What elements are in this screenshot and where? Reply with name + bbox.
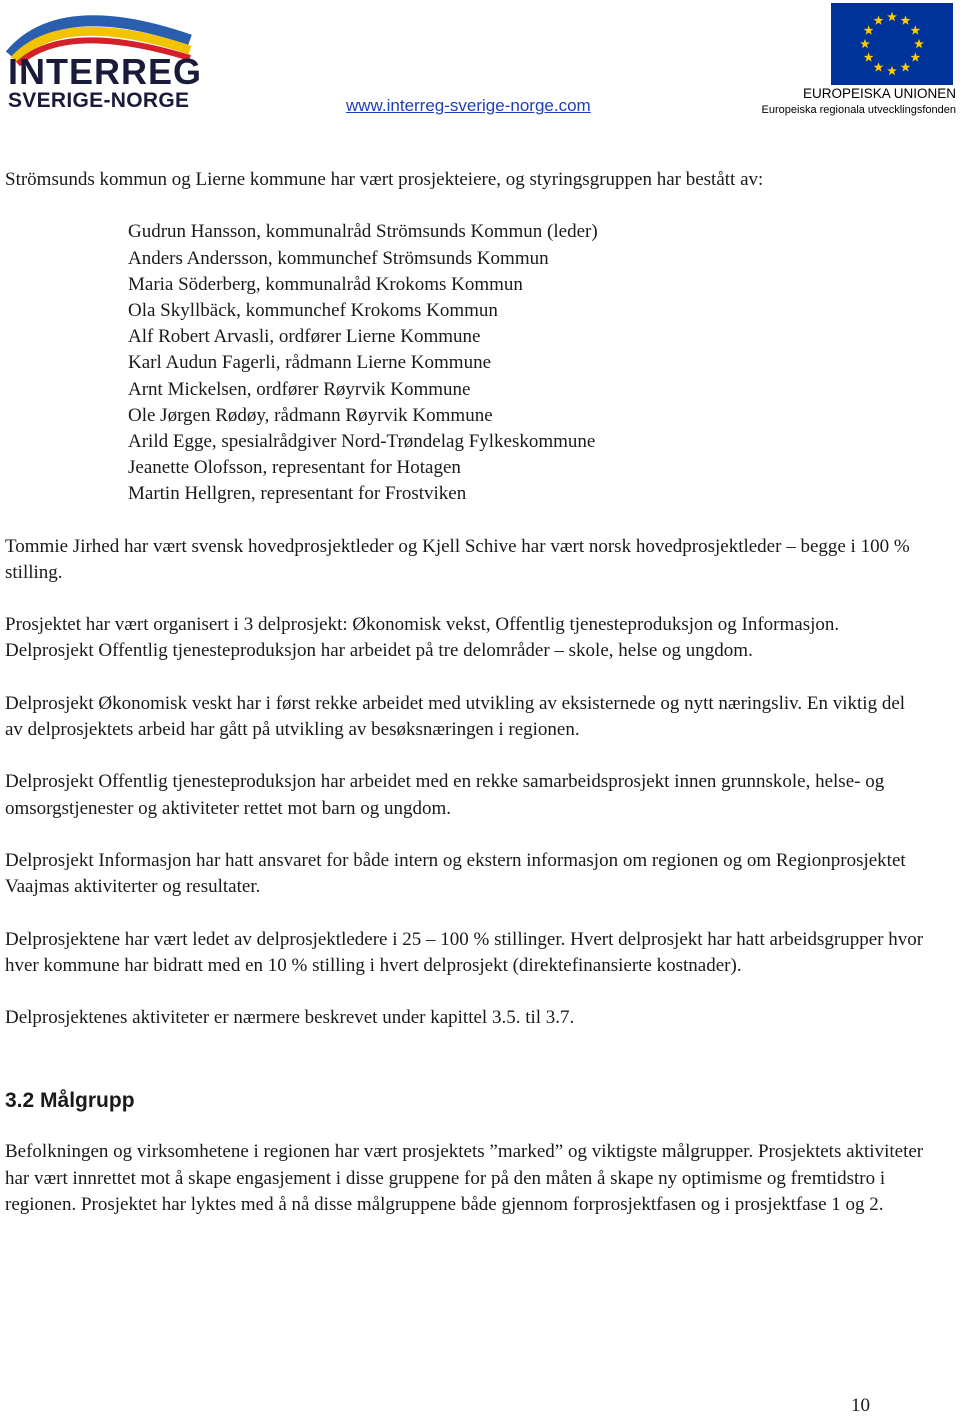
paragraph-project-leaders: Tommie Jirhed har vært svensk hovedprosjektleder og Kjell Schive har vært norsk hovedprosjektleder – begge i 100 % stilling. [5, 535, 910, 583]
list-item: Karl Audun Fagerli, rådmann Lierne Kommune [128, 352, 492, 374]
list-item: Arnt Mickelsen, ordfører Røyrvik Kommune [128, 378, 471, 400]
paragraph-organisation: Prosjektet har vært organisert i 3 delprosjekt: Økonomisk vekst, Offentlig tjenesteproduksjon og Informasjon. Delprosjekt Offentlig tjenesteproduksjon har arbeidet på tre delområder – skole, helse og ungdom. [5, 614, 840, 662]
paragraph-public-services: Delprosjekt Offentlig tjenesteproduksjon har arbeidet med en rekke samarbeidsprosjekt innen grunnskole, helse- og omsorgstjenester og aktiviteter rettet mot barn og ungdom. [5, 771, 885, 819]
eu-title: EUROPEISKA UNIONEN [802, 86, 956, 101]
page-number: 10 [851, 1395, 870, 1416]
list-item: Anders Andersson, kommunchef Strömsunds Kommun [128, 247, 549, 269]
list-item: Arild Egge, spesialrådgiver Nord-Trøndelag Fylkeskommune [128, 430, 596, 452]
steering-group-list [128, 219, 925, 507]
list-item: Maria Söderberg, kommunalråd Krokoms Kommun [128, 273, 523, 295]
list-item: Ole Jørgen Rødøy, rådmann Røyrvik Kommune [128, 404, 493, 426]
logo-title: INTERREG [8, 51, 203, 92]
logo-subtitle: SVERIGE-NORGE [8, 89, 190, 112]
list-item: Gudrun Hansson, kommunalråd Strömsunds Kommun (leder) [128, 221, 598, 243]
section-heading: 3.2 Målgrupp [5, 1089, 135, 1113]
paragraph-target-groups: Befolkningen og virksomhetene i regionen har vært prosjektets ”marked” og viktigste målgrupper. Prosjektets aktiviteter har vært innrettet mot å skape engasjement i disse gruppene for på den måten å skape ny optimisme og fremtidstro i regionen. Prosjektet har lyktes med å nå disse målgruppene både gjennom forprosjektfasen og i prosjektfase 1 og 2. [5, 1141, 924, 1215]
page-header [0, 0, 960, 130]
paragraph-activities-reference: Delprosjektenes aktiviteter er nærmere beskrevet under kapittel 3.5. til 3.7. [5, 1007, 575, 1029]
paragraph-subproject-leaders: Delprosjektene har vært ledet av delprosjektledere i 25 – 100 % stillinger. Hvert delprosjekt har hatt arbeidsgrupper hvor hver kommune har bidratt med en 10 % stilling i hvert delprosjekt (direktefinansierte kostnader). [5, 928, 924, 976]
paragraph-information: Delprosjekt Informasjon har hatt ansvaret for både intern og ekstern informasjon om regionen og om Regionprosjektet Vaajmas aktiviterter og resultater. [5, 849, 906, 898]
eu-subtitle: Europeiska regionala utvecklingsfonden [761, 104, 956, 116]
eu-flag-icon [831, 3, 953, 85]
website-link[interactable]: www.interreg-sverige-norge.com [346, 96, 591, 115]
list-item: Alf Robert Arvasli, ordfører Lierne Kommune [128, 326, 481, 348]
list-item: Jeanette Olofsson, representant for Hotagen [128, 457, 461, 479]
list-item: Martin Hellgren, representant for Frostviken [128, 483, 467, 505]
list-item: Ola Skyllbäck, kommunchef Krokoms Kommun [128, 299, 498, 321]
paragraph-economic-growth: Delprosjekt Økonomisk veskt har i først rekke arbeidet med utvikling av eksisternede og nytt næringsliv. En viktig del av delprosjektets arbeid har gått på utvikling av besøksnæringen i regionen. [5, 692, 906, 741]
intro-paragraph: Strömsunds kommun og Lierne kommune har vært prosjekteiere, og styringsgruppen har bestått av: [5, 169, 764, 190]
document-body [5, 167, 925, 1218]
